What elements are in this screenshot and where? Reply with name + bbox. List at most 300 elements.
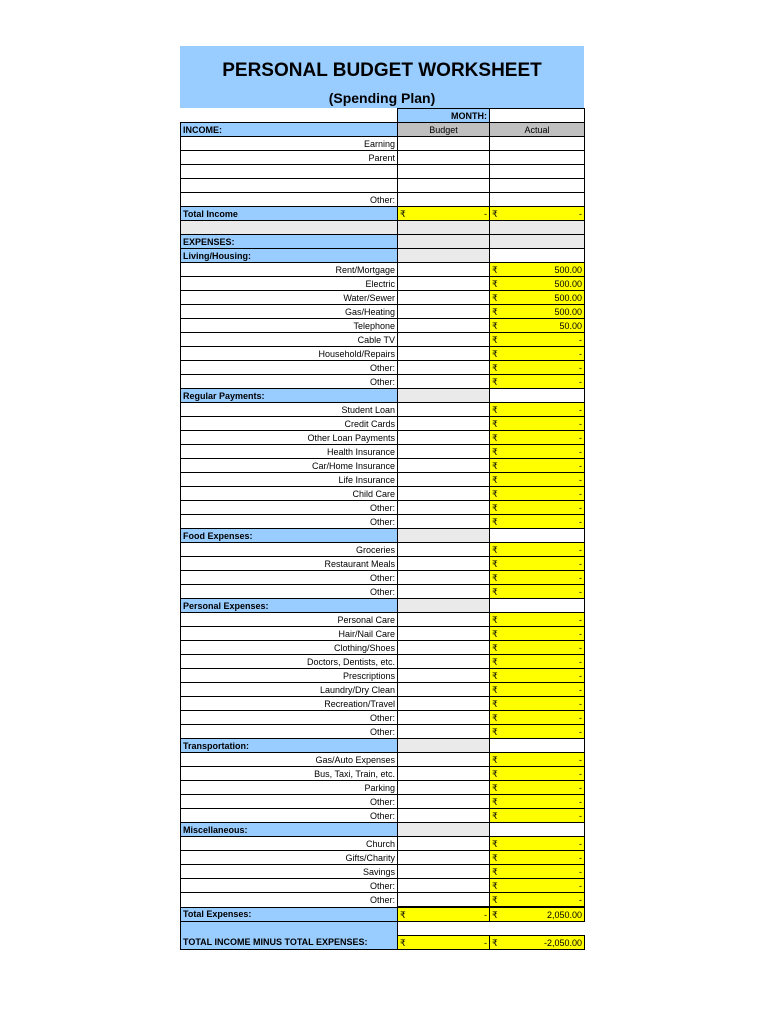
section-label: Transportation: [181,739,398,753]
spacer-cell [398,823,490,837]
currency-symbol: ₹ [492,754,498,765]
spacer-cell [490,739,585,753]
budget-input[interactable] [398,473,490,487]
budget-input[interactable] [398,417,490,431]
net-actual[interactable] [490,936,585,950]
currency-symbol: ₹ [492,614,498,625]
actual-amount[interactable] [490,277,585,291]
currency-symbol: ₹ [492,404,498,415]
expense-row [181,893,585,908]
budget-input[interactable] [398,403,490,417]
spacer-cell [490,221,585,235]
currency-symbol: ₹ [492,726,498,737]
amount: - [579,852,582,863]
expense-label: Life Insurance [181,473,398,487]
income-row [181,179,585,193]
currency-symbol: ₹ [492,278,498,289]
amount: - [579,432,582,443]
amount: 500.00 [554,292,582,303]
currency-symbol: ₹ [492,502,498,513]
expense-row [181,487,585,501]
currency-symbol: ₹ [492,558,498,569]
currency-symbol: ₹ [492,852,498,863]
actual-input[interactable] [490,151,585,165]
expense-row [181,361,585,375]
actual-amount[interactable] [490,725,585,739]
amount: - [579,698,582,709]
expense-label: Church [181,837,398,851]
amount: - [579,712,582,723]
spacer-cell [398,249,490,263]
budget-input[interactable] [398,655,490,669]
actual-amount[interactable] [490,571,585,585]
income-row [181,151,585,165]
income-row [181,137,585,151]
worksheet-title: PERSONAL BUDGET WORKSHEET [222,60,542,81]
expense-label: Prescriptions [181,669,398,683]
currency-symbol: ₹ [492,264,498,275]
total-expenses-actual[interactable] [490,907,585,922]
expense-label: Doctors, Dentists, etc. [181,655,398,669]
spacer-row [181,221,585,235]
spacer-cell [398,529,490,543]
spacer-cell [398,235,490,249]
actual-amount[interactable] [490,333,585,347]
budget-input[interactable] [398,893,490,908]
actual-amount[interactable] [490,683,585,697]
amount: - [579,810,582,821]
budget-input[interactable] [398,711,490,725]
actual-amount[interactable] [490,809,585,823]
actual-amount[interactable] [490,767,585,781]
expense-label: Gas/Heating [181,305,398,319]
amount: - [579,628,582,639]
actual-amount[interactable] [490,641,585,655]
expense-label: Laundry/Dry Clean [181,683,398,697]
amount: - [579,894,582,905]
budget-input[interactable] [398,767,490,781]
actual-input[interactable] [490,165,585,179]
expense-row [181,375,585,389]
income-row-label: Parent [181,151,398,165]
budget-input[interactable] [398,683,490,697]
expenses-header-row [181,235,585,249]
currency-symbol: ₹ [492,628,498,639]
budget-input[interactable] [398,263,490,277]
actual-amount[interactable] [490,697,585,711]
expense-label: Telephone [181,319,398,333]
budget-input[interactable] [398,669,490,683]
expense-row [181,809,585,823]
amount: - [579,208,582,219]
currency-symbol: ₹ [492,586,498,597]
expense-label: Other: [181,725,398,739]
actual-header: Actual [490,123,585,137]
expense-row [181,879,585,893]
currency-symbol: ₹ [492,516,498,527]
expense-row [181,697,585,711]
expense-row [181,837,585,851]
expense-label: Bus, Taxi, Train, etc. [181,767,398,781]
expense-row [181,543,585,557]
actual-amount[interactable] [490,305,585,319]
actual-amount[interactable] [490,585,585,599]
actual-amount[interactable] [490,879,585,893]
expense-label: Other: [181,515,398,529]
expense-label: Credit Cards [181,417,398,431]
currency-symbol: ₹ [400,208,406,219]
currency-symbol: ₹ [492,334,498,345]
section-label: Living/Housing: [181,249,398,263]
spacer-cell [490,529,585,543]
budget-input[interactable] [398,165,490,179]
total-expenses-budget[interactable] [398,907,490,922]
budget-input[interactable] [398,627,490,641]
amount: - [579,614,582,625]
amount: 50.00 [559,320,582,331]
actual-input[interactable] [490,179,585,193]
currency-symbol: ₹ [400,909,406,920]
currency-symbol: ₹ [492,488,498,499]
section-header-row [181,823,585,837]
budget-header: Budget [398,123,490,137]
spacer-cell [398,739,490,753]
budget-input[interactable] [398,333,490,347]
expense-label: Other: [181,501,398,515]
expense-row [181,613,585,627]
gap-cell [181,922,398,936]
actual-amount[interactable] [490,543,585,557]
actual-amount[interactable] [490,851,585,865]
actual-amount[interactable] [490,711,585,725]
currency-symbol: ₹ [492,838,498,849]
spacer-cell [490,249,585,263]
expense-label: Clothing/Shoes [181,641,398,655]
section-label: Miscellaneous: [181,823,398,837]
spacer-cell [398,389,490,403]
expense-label: Personal Care [181,613,398,627]
budget-table [180,108,585,950]
expense-row [181,669,585,683]
expense-row [181,627,585,641]
amount: - [579,684,582,695]
actual-amount[interactable] [490,347,585,361]
amount: - [579,782,582,793]
blank-cell [181,109,398,123]
budget-input[interactable] [398,641,490,655]
section-label: Food Expenses: [181,529,398,543]
expense-row [181,655,585,669]
actual-amount[interactable] [490,375,585,389]
budget-input[interactable] [398,193,490,207]
month-input[interactable] [490,109,585,123]
expense-label: Hair/Nail Care [181,627,398,641]
budget-worksheet [180,46,584,950]
budget-input[interactable] [398,151,490,165]
expense-row [181,557,585,571]
income-row [181,193,585,207]
income-row [181,165,585,179]
gap-cell [490,922,585,936]
expense-row [181,851,585,865]
expense-row [181,781,585,795]
currency-symbol: ₹ [492,796,498,807]
expense-label: Other Loan Payments [181,431,398,445]
actual-amount[interactable] [490,781,585,795]
actual-amount[interactable] [490,431,585,445]
spacer-cell [398,221,490,235]
actual-amount[interactable] [490,837,585,851]
amount: - [579,404,582,415]
actual-amount[interactable] [490,445,585,459]
amount: - [484,208,487,219]
budget-input[interactable] [398,277,490,291]
spacer-cell [490,235,585,249]
budget-input[interactable] [398,753,490,767]
expense-row [181,473,585,487]
currency-symbol: ₹ [492,909,498,920]
actual-amount[interactable] [490,893,585,908]
currency-symbol: ₹ [492,782,498,793]
section-label: Regular Payments: [181,389,398,403]
spacer-cell [398,599,490,613]
section-label: Personal Expenses: [181,599,398,613]
currency-symbol: ₹ [492,418,498,429]
budget-input[interactable] [398,571,490,585]
actual-amount[interactable] [490,319,585,333]
amount: - [579,362,582,373]
currency-symbol: ₹ [492,684,498,695]
amount: - [579,838,582,849]
currency-symbol: ₹ [492,362,498,373]
expense-row [181,277,585,291]
amount: - [579,488,582,499]
actual-amount[interactable] [490,291,585,305]
expense-row [181,501,585,515]
budget-input[interactable] [398,781,490,795]
currency-symbol: ₹ [492,292,498,303]
amount: - [579,656,582,667]
actual-amount[interactable] [490,473,585,487]
budget-input[interactable] [398,697,490,711]
actual-amount[interactable] [490,487,585,501]
currency-symbol: ₹ [492,306,498,317]
budget-input[interactable] [398,585,490,599]
income-row-label: Earning [181,137,398,151]
amount: - [579,866,582,877]
net-row [181,936,585,950]
currency-symbol: ₹ [492,810,498,821]
expense-row [181,431,585,445]
currency-symbol: ₹ [492,670,498,681]
currency-symbol: ₹ [492,880,498,891]
budget-input[interactable] [398,809,490,823]
budget-input[interactable] [398,291,490,305]
actual-amount[interactable] [490,263,585,277]
net-label: TOTAL INCOME MINUS TOTAL EXPENSES: [181,936,398,950]
amount: - [579,726,582,737]
budget-input[interactable] [398,361,490,375]
amount: 500.00 [554,306,582,317]
expenses-label: EXPENSES: [181,235,398,249]
expense-row [181,711,585,725]
actual-amount[interactable] [490,655,585,669]
expense-row [181,641,585,655]
actual-amount[interactable] [490,403,585,417]
budget-input[interactable] [398,501,490,515]
expense-label: Electric [181,277,398,291]
expense-label: Water/Sewer [181,291,398,305]
month-label: MONTH: [398,109,490,123]
expense-label: Car/Home Insurance [181,459,398,473]
amount: - [579,586,582,597]
actual-input[interactable] [490,193,585,207]
currency-symbol: ₹ [492,894,498,905]
expense-row [181,585,585,599]
amount: 500.00 [554,264,582,275]
budget-input[interactable] [398,305,490,319]
total-income-label: Total Income [181,207,398,221]
actual-amount[interactable] [490,515,585,529]
budget-input[interactable] [398,179,490,193]
amount: - [579,460,582,471]
budget-input[interactable] [398,431,490,445]
expense-label: Other: [181,361,398,375]
actual-amount[interactable] [490,417,585,431]
currency-symbol: ₹ [492,712,498,723]
currency-symbol: ₹ [492,446,498,457]
amount: - [579,474,582,485]
actual-amount[interactable] [490,501,585,515]
expense-row [181,305,585,319]
budget-input[interactable] [398,613,490,627]
expense-label: Other: [181,879,398,893]
expense-label: Parking [181,781,398,795]
total-income-budget[interactable] [398,207,490,221]
spacer-cell [490,823,585,837]
worksheet-subtitle: (Spending Plan) [328,90,436,106]
amount: - [579,880,582,891]
budget-input[interactable] [398,515,490,529]
spacer-cell [490,599,585,613]
amount: - [579,670,582,681]
amount: - [579,768,582,779]
actual-amount[interactable] [490,669,585,683]
spacer-cell [490,389,585,403]
budget-input[interactable] [398,865,490,879]
budget-input[interactable] [398,459,490,473]
amount: 500.00 [554,278,582,289]
actual-amount[interactable] [490,627,585,641]
amount: - [579,418,582,429]
actual-amount[interactable] [490,557,585,571]
expense-label: Recreation/Travel [181,697,398,711]
expense-label: Gifts/Charity [181,851,398,865]
expense-label: Gas/Auto Expenses [181,753,398,767]
budget-input[interactable] [398,879,490,893]
expense-label: Child Care [181,487,398,501]
actual-amount[interactable] [490,361,585,375]
actual-amount[interactable] [490,613,585,627]
currency-symbol: ₹ [492,937,498,948]
currency-symbol: ₹ [492,208,498,219]
expense-label: Other: [181,375,398,389]
expense-label: Health Insurance [181,445,398,459]
amount: - [579,446,582,457]
currency-symbol: ₹ [492,474,498,485]
currency-symbol: ₹ [492,642,498,653]
expense-label: Other: [181,711,398,725]
spacer-cell [181,221,398,235]
section-header-row [181,389,585,403]
income-row-label [181,179,398,193]
amount: -2,050.00 [543,937,582,948]
budget-input[interactable] [398,487,490,501]
actual-amount[interactable] [490,795,585,809]
budget-input[interactable] [398,837,490,851]
budget-input[interactable] [398,375,490,389]
total-expenses-row [181,907,585,922]
section-header-row [181,249,585,263]
section-header-row [181,599,585,613]
expense-label: Other: [181,893,398,908]
gap-row [181,922,585,936]
expense-label: Rent/Mortgage [181,263,398,277]
expense-label: Cable TV [181,333,398,347]
expense-row [181,753,585,767]
section-header-row [181,529,585,543]
currency-symbol: ₹ [492,320,498,331]
budget-input[interactable] [398,851,490,865]
budget-input[interactable] [398,543,490,557]
expense-label: Other: [181,585,398,599]
budget-input[interactable] [398,557,490,571]
budget-input[interactable] [398,445,490,459]
budget-input[interactable] [398,137,490,151]
amount: - [579,572,582,583]
expense-row [181,291,585,305]
actual-amount[interactable] [490,865,585,879]
section-header-row [181,739,585,753]
amount: - [579,516,582,527]
budget-input[interactable] [398,319,490,333]
budget-input[interactable] [398,795,490,809]
amount: - [579,642,582,653]
amount: - [579,334,582,345]
expense-row [181,403,585,417]
currency-symbol: ₹ [400,937,406,948]
expense-row [181,865,585,879]
net-budget[interactable] [398,936,490,950]
amount: - [579,558,582,569]
amount: - [579,754,582,765]
actual-amount[interactable] [490,459,585,473]
currency-symbol: ₹ [492,432,498,443]
budget-input[interactable] [398,347,490,361]
amount: - [484,937,487,948]
actual-amount[interactable] [490,753,585,767]
budget-input[interactable] [398,725,490,739]
currency-symbol: ₹ [492,376,498,387]
actual-input[interactable] [490,137,585,151]
expense-label: Other: [181,571,398,585]
expense-label: Restaurant Meals [181,557,398,571]
expense-row [181,571,585,585]
expense-row [181,263,585,277]
currency-symbol: ₹ [492,768,498,779]
total-income-actual[interactable] [490,207,585,221]
income-row-label [181,165,398,179]
